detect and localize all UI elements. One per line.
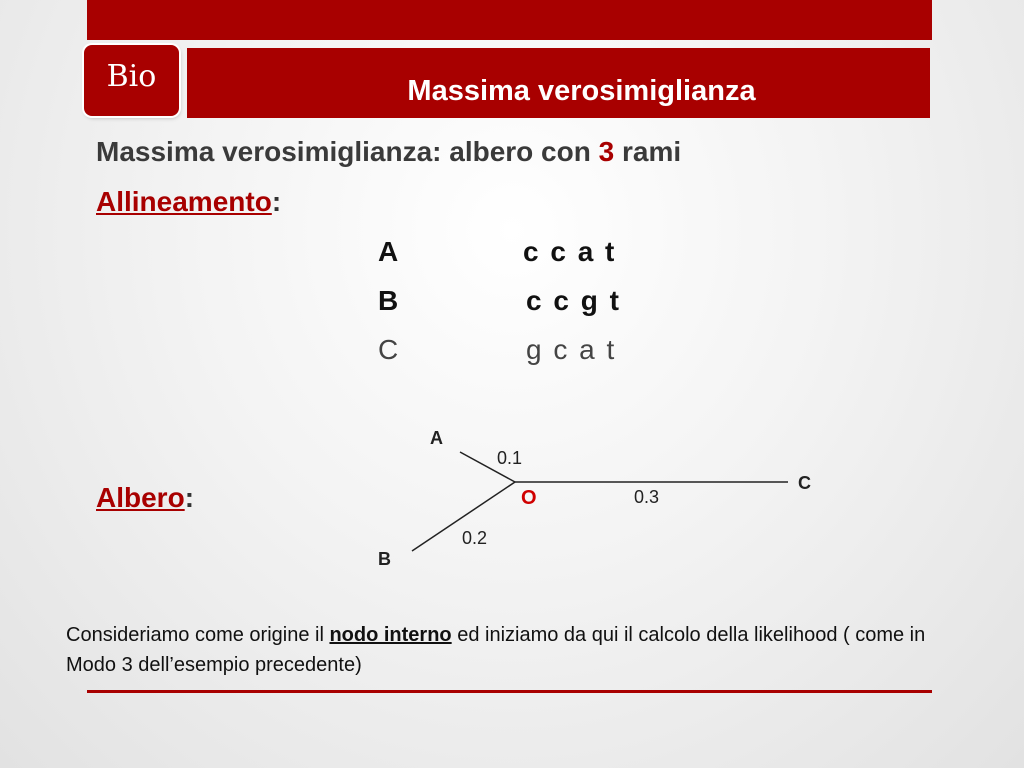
tree-node-b: B xyxy=(378,549,391,569)
alignment-label-text: Allineamento xyxy=(96,186,272,217)
note-part1: Consideriamo come origine il xyxy=(66,624,330,646)
explanation-note xyxy=(66,620,966,680)
tree-node-a: A xyxy=(430,428,443,448)
tree-label-colon: : xyxy=(184,482,195,513)
tree-label-text: Albero xyxy=(96,482,185,513)
branch-a-length: 0.1 xyxy=(497,448,523,468)
heading-suffix: rami xyxy=(614,136,682,167)
bottom-accent-line xyxy=(87,690,932,693)
branch-c-length: 0.3 xyxy=(634,487,660,507)
note-part2: ed iniziamo da qui il calcolo della likelihood ( come in Modo 3 dell’esempio precedente) xyxy=(66,624,926,676)
tree-node-c: C xyxy=(798,473,811,493)
alignment-row-c-sequence: g c a t xyxy=(526,334,617,365)
alignment-row-a-name: A xyxy=(378,236,399,267)
note-emphasis: nodo interno xyxy=(329,624,452,646)
alignment-row-b-name: B xyxy=(378,285,399,316)
logo-text: Bio xyxy=(106,59,157,94)
alignment-row-b-sequence: c c g t xyxy=(526,285,621,316)
slide-title: Massima verosimiglianza xyxy=(407,75,756,107)
alignment-row-c-name: C xyxy=(378,334,399,365)
heading-number: 3 xyxy=(598,136,615,167)
branch-b-length: 0.2 xyxy=(462,528,488,548)
tree-origin-node: O xyxy=(521,487,537,509)
heading-prefix: Massima verosimiglianza: albero con xyxy=(96,136,599,167)
alignment-row-a-sequence: c c a t xyxy=(523,236,617,267)
alignment-label-colon: : xyxy=(271,186,282,217)
